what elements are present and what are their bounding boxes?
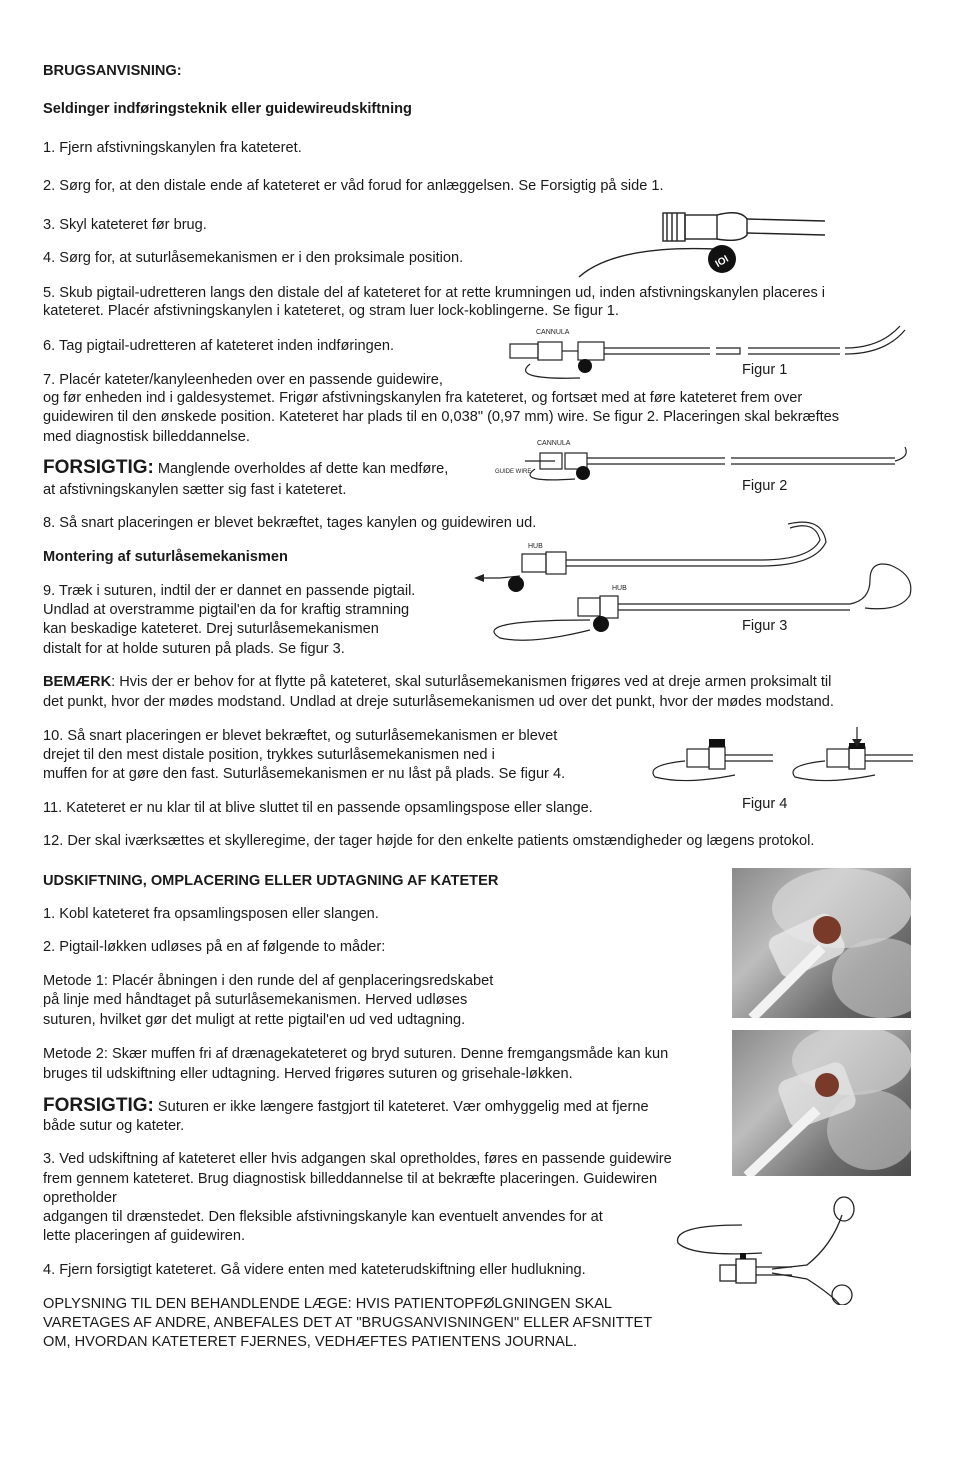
removal-step-3-line-1: 3. Ved udskiftning af kateteret eller hvis adgangen skal opretholdes, føres en passende guidewire: [43, 1151, 672, 1167]
hand-photo-2: [732, 1030, 911, 1176]
step-1: 1. Fjern afstivningskanylen fra kateteret.: [43, 140, 302, 156]
step-7-line-2: og før enheden ind i galdesystemet. Frigør afstivningskanylen fra kateteret, og fortsæt med at føre kateteret frem over: [43, 390, 803, 406]
method-1-line-3: suturen, hvilket gør det muligt at rette pigtail'en ud ved udtagning.: [43, 1012, 466, 1028]
step-5-line-1: 5. Skub pigtail-udretteren langs den distale del af kateteret for at rette krumningen ud, inden afstivningskanylen placeres i: [43, 285, 826, 301]
removal-step-3-line-2: frem gennem kateteret. Brug diagnostisk billeddannelse til at bekræfte placeringen. Guidewiren: [43, 1171, 658, 1187]
hand-photo-1: [732, 868, 911, 1018]
method-2-line-1: Metode 2: Skær muffen fri af drænagekateteret og bryd suturen. Denne fremgangsmåde kan kun: [43, 1046, 669, 1062]
note-label: BEMÆRK: [43, 674, 112, 690]
caution-2-line-1: [43, 1096, 649, 1118]
caution-2-line-2: både sutur og kateter.: [43, 1118, 185, 1134]
caution-label: FORSIGTIG:: [43, 457, 154, 478]
caution-1-line-1: [43, 458, 448, 480]
figure-1-caption: Figur 1: [742, 362, 788, 378]
method-1-line-2: på linje med håndtaget på suturlåsemekanismen. Herved udløses: [43, 992, 468, 1008]
step-7-line-1: 7. Placér kateter/kanyleenheden over en passende guidewire,: [43, 372, 443, 388]
method-2-line-2: bruges til udskiftning eller udtagning. Herved frigøres suturen og grisehale-løkken.: [43, 1066, 573, 1082]
removal-step-3-line-4: adgangen til drænstedet. Den fleksible afstivningskanyle kan eventuelt anvendes for at: [43, 1209, 603, 1225]
step-9-line-1: 9. Træk i suturen, indtil der er dannet en passende pigtail.: [43, 583, 416, 599]
figure-1-illustration: [500, 320, 910, 390]
caution-label: FORSIGTIG:: [43, 1095, 154, 1116]
figure-4-caption: Figur 4: [742, 796, 788, 812]
step-10-line-2: drejet til den mest distale position, trykkes suturlåsemekanismen ned i: [43, 747, 495, 763]
step-12: 12. Der skal iværksættes et skylleregime, der tager højde for den enkelte patients omstændigheder og lægens protokol.: [43, 833, 815, 849]
removal-step-4: 4. Fjern forsigtigt kateteret. Gå videre enten med kateterudskiftning eller hudlukning.: [43, 1262, 586, 1278]
hub-illustration: [575, 205, 825, 285]
removal-step-3-line-5: lette placeringen af guidewiren.: [43, 1228, 246, 1244]
figure-2-illustration: [495, 437, 915, 487]
section-heading-replacement: UDSKIFTNING, OMPLACERING ELLER UDTAGNING AF KATETER: [43, 873, 499, 889]
caution-1-line-2: at afstivningskanylen sætter sig fast i kateteret.: [43, 482, 347, 498]
photo-method-1: [732, 868, 911, 1018]
figure-3-caption: Figur 3: [742, 618, 788, 634]
step-10-line-3: muffen for at gøre den fast. Suturlåsemekanismen er nu låst på plads. Se figur 4.: [43, 766, 566, 782]
section-heading-suture-lock: Montering af suturlåsemekanismen: [43, 549, 288, 565]
figure-3-illustration: [470, 520, 920, 655]
step-4: 4. Sørg for, at suturlåsemekanismen er i den proksimale position.: [43, 250, 464, 266]
removal-step-2: 2. Pigtail-løkken udløses på en af følgende to måder:: [43, 939, 386, 955]
removal-step-1: 1. Kobl kateteret fra opsamlingsposen eller slangen.: [43, 906, 379, 922]
dial-label: IOI: [713, 253, 731, 270]
step-10-line-1: 10. Så snart placeringen er blevet bekræftet, og suturlåsemekanismen er blevet: [43, 728, 558, 744]
cannula-label: CANNULA: [537, 440, 571, 447]
step-3: 3. Skyl kateteret før brug.: [43, 217, 207, 233]
step-5-line-2: kateteret. Placér afstivningskanylen i kateteret, og stram luer lock-koblingerne. Se figur 1.: [43, 303, 619, 319]
caution-text: Manglende overholdes af dette kan medføre,: [157, 461, 449, 477]
hub-label: HUB: [528, 543, 543, 550]
step-9-line-4: distalt for at holde suturen på plads. Se figur 3.: [43, 641, 345, 657]
step-6: 6. Tag pigtail-udretteren af kateteret inden indføringen.: [43, 338, 395, 354]
step-7-line-4: med diagnostisk billeddannelse.: [43, 429, 250, 445]
repositioning-tool-illustration: [672, 1195, 922, 1305]
hub-label: HUB: [612, 585, 627, 592]
step-9-line-3: kan beskadige kateteret. Drej suturlåsemekanismen: [43, 621, 379, 637]
caution-text: Suturen er ikke længere fastgjort til kateteret. Vær omhyggelig med at fjerne: [157, 1099, 649, 1115]
step-9-line-2: Undlad at overstramme pigtail'en da for kraftig stramning: [43, 602, 410, 618]
cannula-label: CANNULA: [536, 329, 570, 336]
step-8: 8. Så snart placeringen er blevet bekræftet, tages kanylen og guidewiren ud.: [43, 515, 537, 531]
step-2: 2. Sørg for, at den distale ende af kateteret er våd forud for anlæggelsen. Se Forsigtig på side 1.: [43, 178, 664, 194]
note-line-2: det punkt, hvor der mødes modstand. Undlad at dreje suturlåsemekanismen ud over det punkt, hvor der mødes modstand.: [43, 694, 834, 710]
note-text: : Hvis der er behov for at flytte på kateteret, skal suturlåsemekanismen frigøres ved at dreje armen proksimalt til: [111, 674, 832, 690]
method-1-line-1: Metode 1: Placér åbningen i den runde del af genplaceringsredskabet: [43, 973, 494, 989]
note-line-1: [43, 673, 831, 693]
page-title: BRUGSANVISNING:: [43, 63, 182, 79]
photo-method-2: [732, 1030, 911, 1176]
info-line-2: VARETAGES AF ANDRE, ANBEFALES DET AT "BRUGSANVISNINGEN" ELLER AFSNITTET: [43, 1315, 653, 1331]
info-line-1: OPLYSNING TIL DEN BEHANDLENDE LÆGE: HVIS PATIENTOPFØLGNINGEN SKAL: [43, 1296, 613, 1312]
info-line-3: OM, HVORDAN KATETERET FJERNES, VEDHÆFTES PATIENTENS JOURNAL.: [43, 1334, 578, 1350]
figure-2-caption: Figur 2: [742, 478, 788, 494]
figure-4-illustration: [645, 725, 915, 795]
removal-step-3-line-3: opretholder: [43, 1190, 117, 1206]
guide-wire-label: GUIDE WIRE: [495, 469, 532, 475]
step-7-line-3: guidewiren til den ønskede position. Kateteret har plads til en 0,038" (0,97 mm) wire. Se figur 2. Placeringen skal bekræftes: [43, 409, 840, 425]
section-heading-seldinger: Seldinger indføringsteknik eller guidewireudskiftning: [43, 101, 412, 117]
step-11: 11. Kateteret er nu klar til at blive sluttet til en passende opsamlingspose eller slange.: [43, 800, 593, 816]
